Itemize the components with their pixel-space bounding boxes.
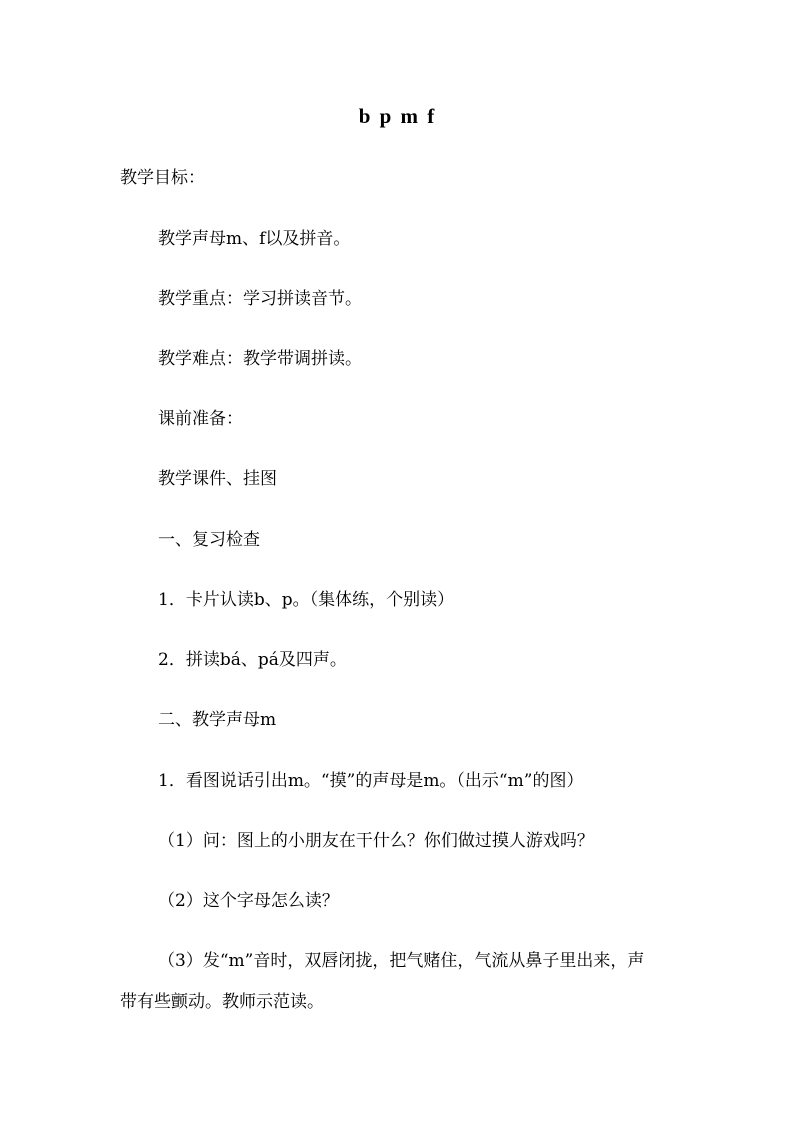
paragraph-teach-m-1: 1．看图说话引出m。“摸”的声母是m。（出示“m”的图） (158, 771, 584, 791)
paragraph-question-1: （1）问：图上的小朋友在干什么？你们做过摸人游戏吗？ (158, 831, 594, 851)
paragraph-review-2: 2．拼读bá、pá及四声。 (158, 650, 347, 670)
section-heading-teach-m: 二、教学声母m (158, 710, 277, 730)
section-heading-objectives: 教学目标： (120, 168, 205, 188)
paragraph-key-point: 教学重点：学习拼读音节。 (158, 289, 362, 309)
paragraph-review-1: 1．卡片认读b、p。（集体练，个别读） (158, 590, 455, 610)
paragraph-question-3-continued: 带有些颤动。教师示范读。 (120, 992, 324, 1012)
paragraph-preparation-heading: 课前准备： (158, 409, 243, 429)
paragraph-question-3: （3）发“m”音时，双唇闭拢，把气赌住，气流从鼻子里出来，声 (158, 951, 645, 971)
document-title: b p m f (358, 104, 436, 128)
paragraph-question-2: （2）这个字母怎么读？ (158, 891, 339, 911)
paragraph-preparation: 教学课件、挂图 (158, 469, 277, 489)
paragraph-objective: 教学声母m、f以及拼音。 (158, 229, 351, 249)
section-heading-review: 一、复习检查 (158, 530, 260, 550)
paragraph-difficulty: 教学难点：教学带调拼读。 (158, 349, 362, 369)
